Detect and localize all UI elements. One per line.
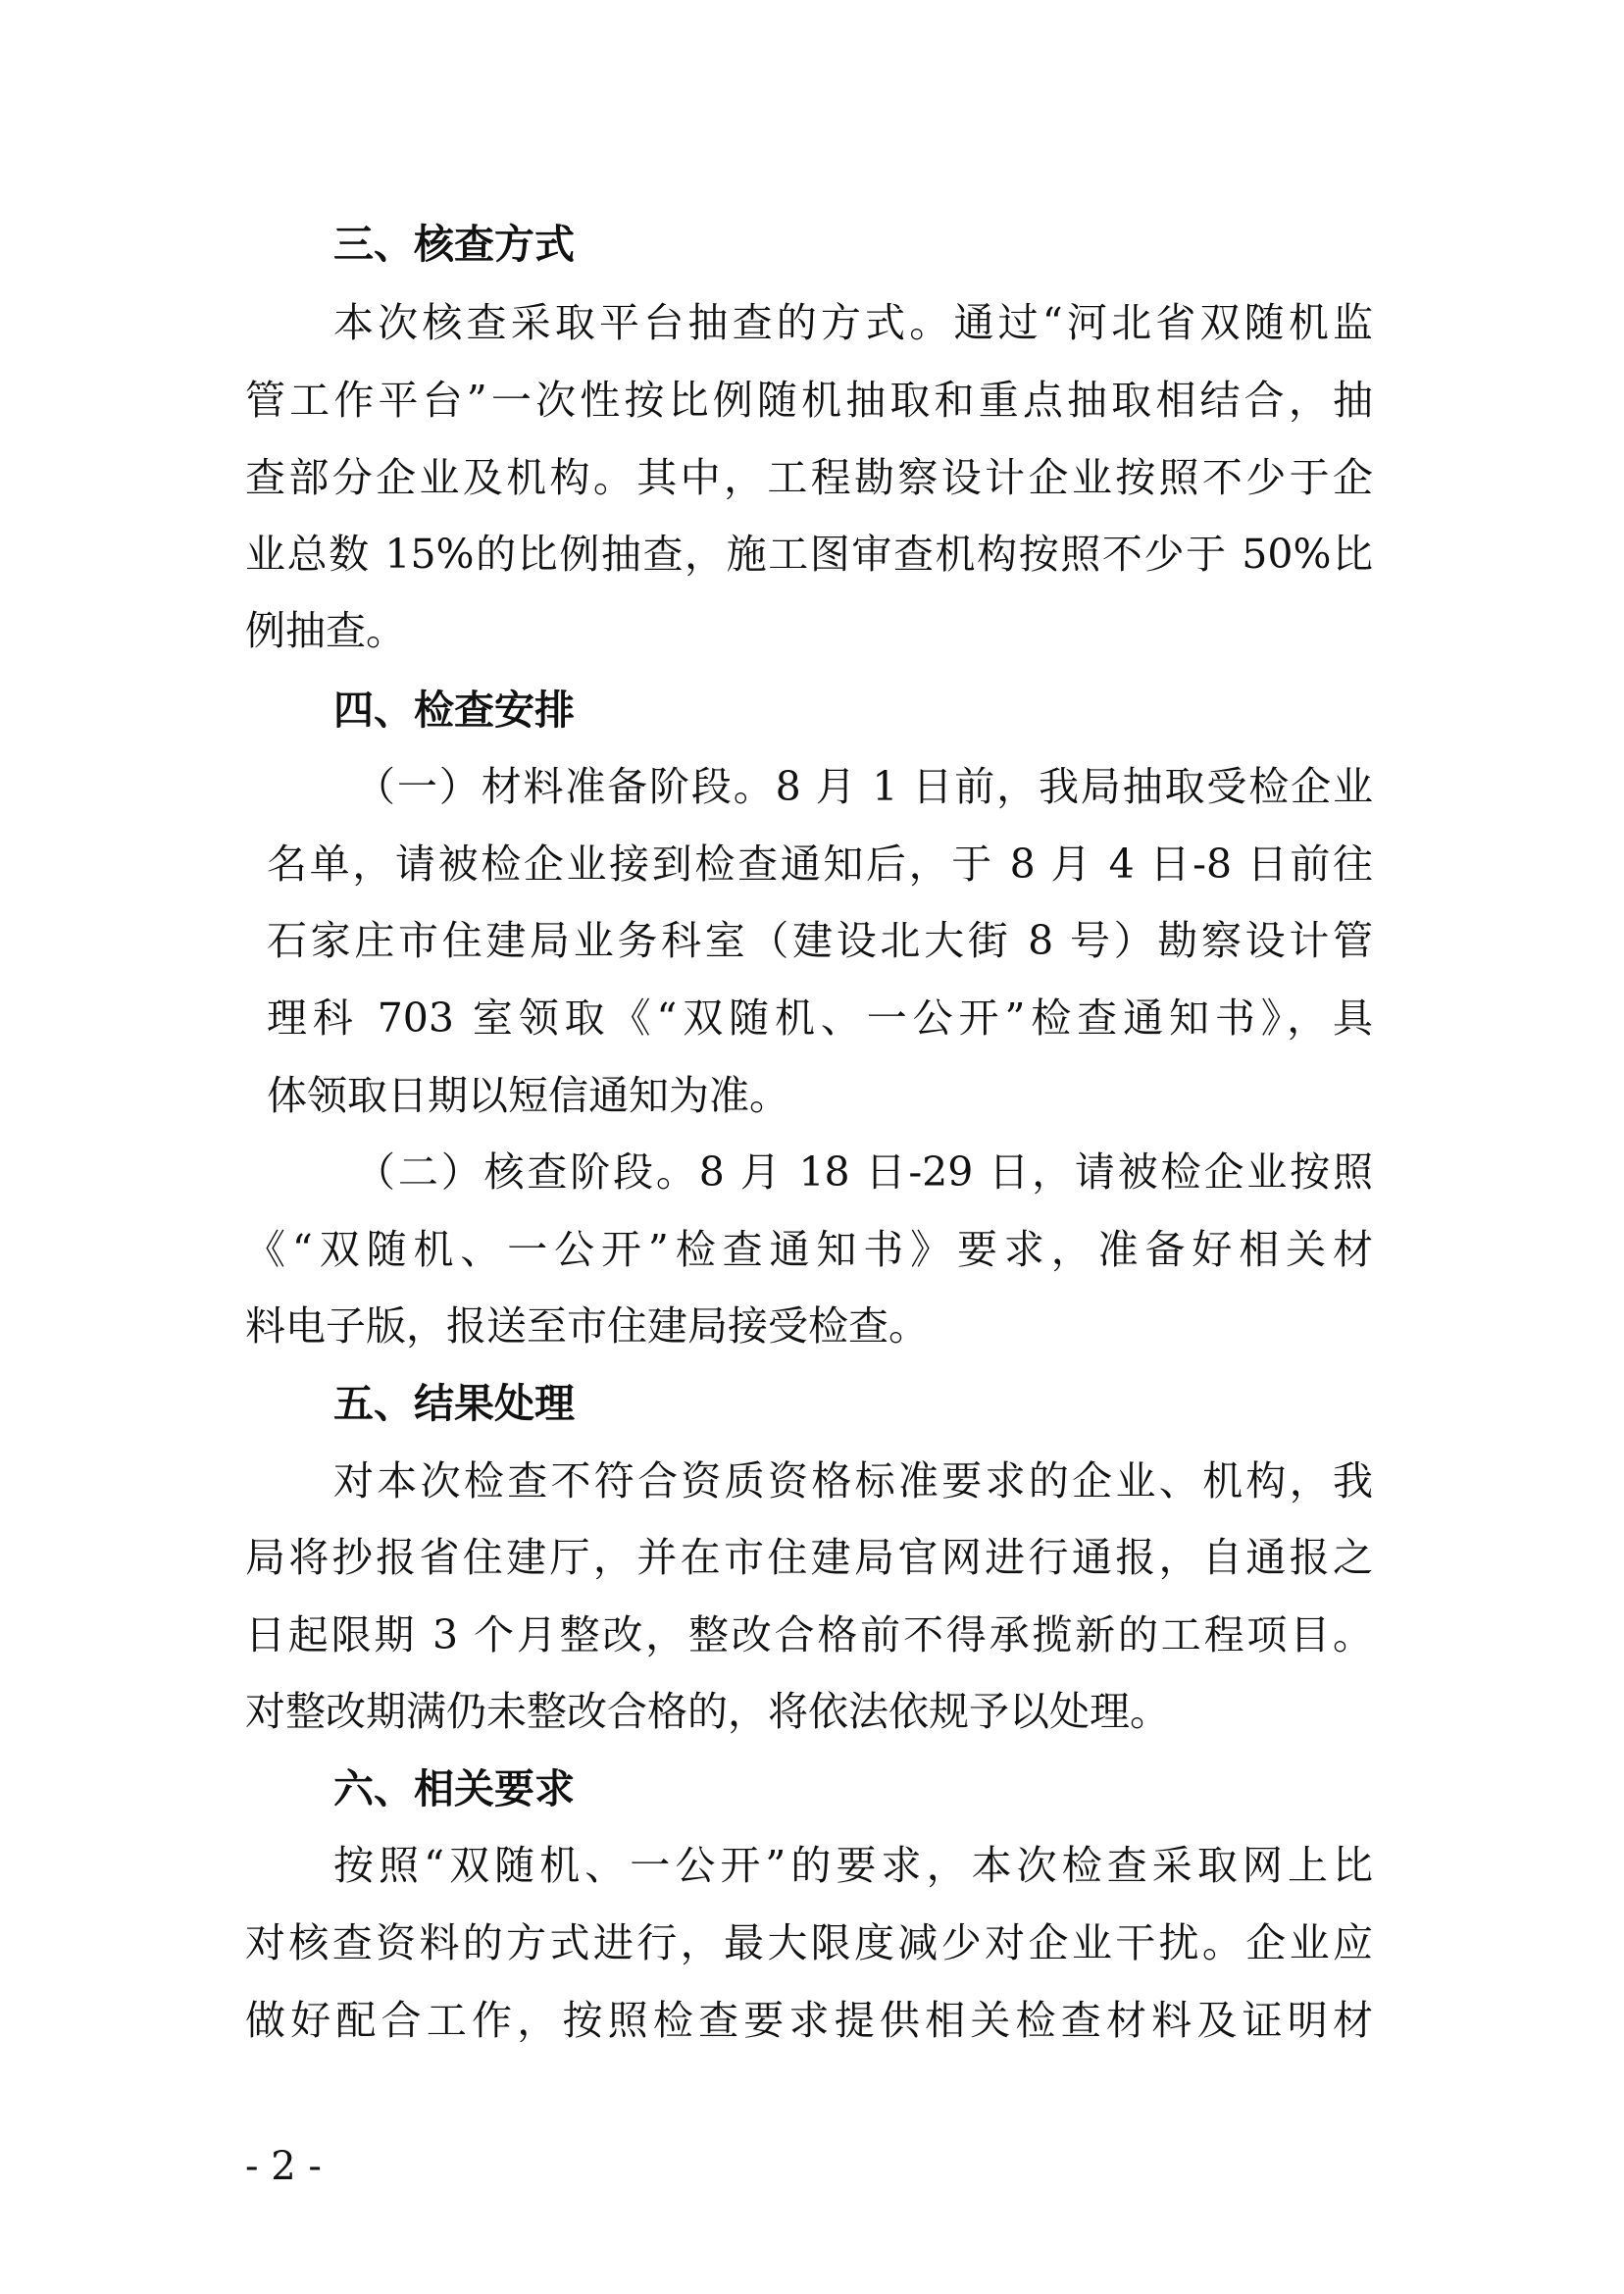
page-number: - 2 - [245,2144,322,2189]
document-page: 三、核查方式 本次核查采取平台抽查的方式。通过“河北省双随机监 管工作平台”一次性按比例随机抽取和重点抽取相结合，抽 查部分企业及机构。其中，工程勘察设计企业按照不少于企 业总数 15%的比例抽查，施工图审查机构按照不少于 50%比 例抽查。 四、检查安排 （一）材料准备阶段。8 月 1 日前，我局抽取受检企业 名单，请被检企业接到检查通知后，于 8 月 4 日-8 日前往 石家庄市住建局业务科室（建设北大街 8 号）勘察设计管 理科 703 室领取《“双随机、一公开”检查通知书》，具 体领取日期以短信通知为准。 （二）核查阶段。8 月 18 日-29 日，请被检企业按照 《“双随机、一公开”检查通知书》要求，准备好相关材 料电子版，报送至市住建局接受检查。 五、结果处理 对本次检查不符合资质资格标准要求的企业、机构，我 局将抄报省住建厅，并在市住建局官网进行通报，自通报之 日起限期 3 个月整改，整改合格前不得承揽新的工程项目。 对整改期满仍未整改合格的，将依法依规予以处理。 六、相关要求 按照“双随机、一公开”的要求，本次检查采取网上比 对核查资料的方式进行，最大限度减少对企业干扰。企业应 做好配合工作，按照检查要求提供相关检查材料及证明材 - 2 - [0,0,1624,2294]
